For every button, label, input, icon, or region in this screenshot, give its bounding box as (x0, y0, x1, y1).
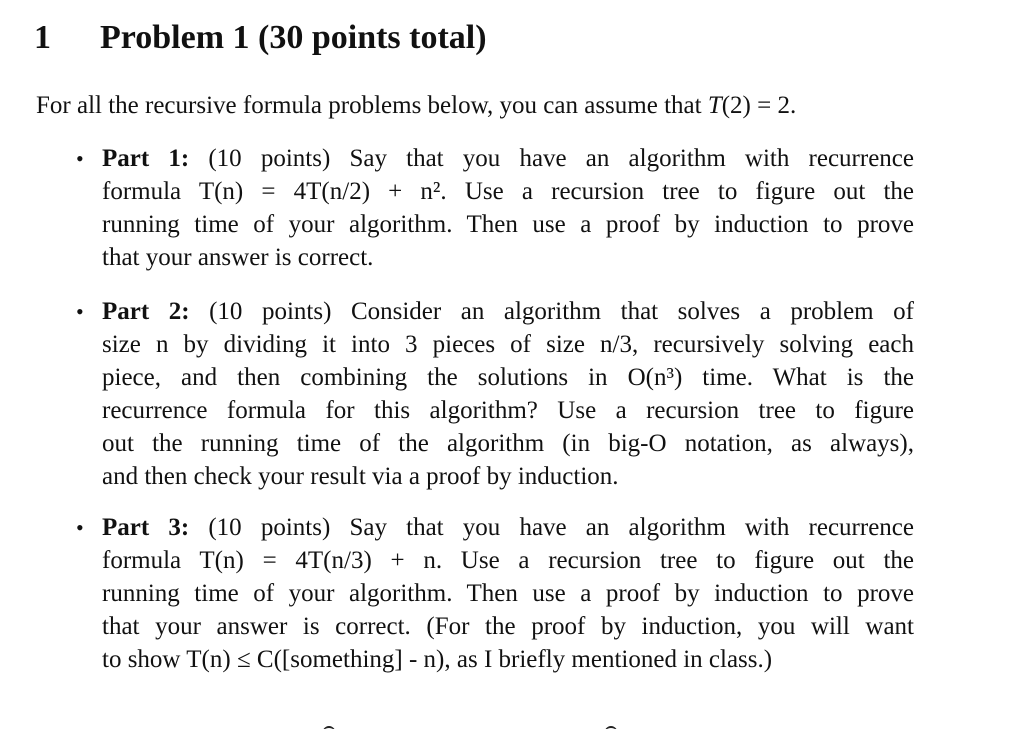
section-number: 1 (34, 19, 51, 56)
part-3-text-1: (10 points) Say that you have an algorithm with recurrence (208, 514, 914, 541)
part-1-line-1 (102, 142, 914, 175)
part-1-line-4: that your answer is correct. (102, 244, 374, 271)
part-2-line-6: and then check your result via a proof by induction. (102, 463, 619, 490)
part-1-text-1: (10 points) Say that you have an algorithm with recurrence (208, 145, 914, 172)
intro-paragraph (36, 89, 796, 122)
part-2-text-1: (10 points) Consider an algorithm that solves a problem of (209, 298, 914, 325)
part-2-line-1 (102, 295, 914, 328)
part-2-item (76, 295, 914, 493)
bullet-icon: • (76, 146, 84, 171)
part-2-line-2: size n by dividing it into 3 pieces of size n/3, recursively solving each (102, 331, 914, 358)
part-1-item (76, 142, 914, 274)
intro-math-args: (2) = 2. (721, 92, 797, 119)
intro-math: T (707, 92, 722, 119)
part-3-line-4: that your answer is correct. (For the proof by induction, you will want (102, 613, 914, 640)
part-1-line-2: formula T(n) = 4T(n/2) + n². Use a recursion tree to figure out the (102, 178, 914, 205)
part-3-item (76, 511, 914, 676)
part-2-line-5: out the running time of the algorithm (in big-O notation, as always), (102, 430, 914, 457)
part-3-line-2: formula T(n) = 4T(n/3) + n. Use a recursion tree to figure out the (102, 547, 914, 574)
part-2-label: Part 2: (102, 298, 190, 325)
part-2-line-3: piece, and then combining the solutions in O(n³) time. What is the (102, 364, 914, 391)
part-1-line-3: running time of your algorithm. Then use a proof by induction to prove (102, 211, 914, 238)
part-3-line-3: running time of your algorithm. Then use a proof by induction to prove (102, 580, 914, 607)
bullet-icon: • (76, 515, 84, 540)
part-2-line-4: recurrence formula for this algorithm? Use a recursion tree to figure (102, 397, 914, 424)
bullet-icon: • (76, 299, 84, 324)
part-1-label: Part 1: (102, 145, 190, 172)
intro-text: For all the recursive formula problems below, you can assume that (36, 92, 708, 119)
section-title: Problem 1 (30 points total) (100, 19, 487, 56)
part-3-label: Part 3: (102, 514, 190, 541)
part-3-line-5: to show T(n) ≤ C([something] - n), as I briefly mentioned in class.) (102, 646, 773, 673)
part-3-line-1 (102, 511, 914, 544)
section-heading (34, 18, 487, 59)
cutoff-next-formula (0, 716, 1024, 729)
